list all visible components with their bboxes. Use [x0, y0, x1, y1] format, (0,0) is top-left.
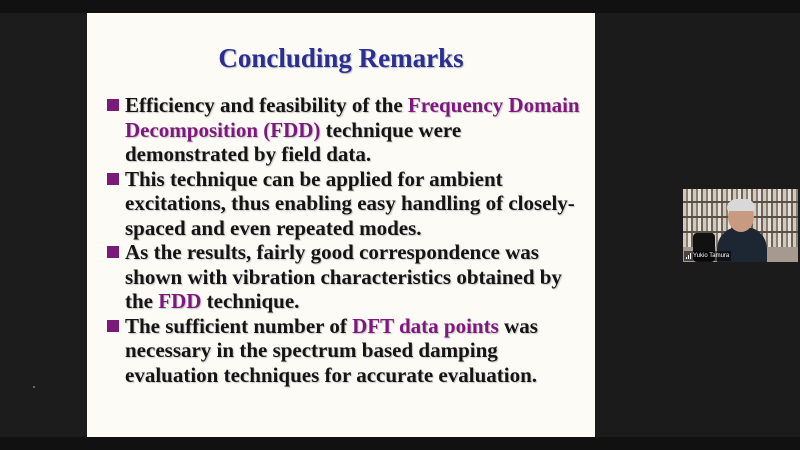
bullet-text — [125, 93, 587, 167]
square-bullet-icon — [107, 99, 119, 111]
participant-name-tag — [684, 251, 731, 261]
bullet-part: As the results, fairly good correspondence was shown with vibration characteristics obtained by the — [125, 240, 562, 313]
bullet-highlight: Frequency Domain Decomposition (FDD) — [125, 93, 580, 142]
bullet-text — [125, 240, 587, 314]
bullet-part: This technique can be applied for ambient excitations, thus enabling easy handling of closely-spaced and even repeated modes. — [125, 166, 575, 240]
bullet-list — [107, 93, 587, 387]
bullet-part: technique were demonstrated by field data. — [125, 117, 462, 166]
participant-name: Yukio Tamura — [693, 253, 730, 259]
square-bullet-icon — [107, 320, 119, 332]
bullet-item — [107, 93, 587, 167]
bullet-part: Efficiency and feasibility of the — [125, 93, 408, 117]
bullet-highlight: DFT data points — [352, 313, 499, 338]
bullet-part: was necessary in the spectrum based damping evaluation techniques for accurate evaluation. — [125, 313, 538, 387]
square-bullet-icon — [107, 246, 119, 258]
meeting-top-bar — [0, 0, 800, 13]
bullet-item — [107, 240, 587, 314]
signal-strength-icon — [686, 253, 691, 259]
square-bullet-icon — [107, 173, 119, 185]
slide-title: Concluding Remarks — [218, 43, 464, 73]
bullet-text — [125, 167, 587, 241]
left-dot — [33, 386, 35, 388]
bullet-part: technique. — [201, 289, 300, 313]
bullet-part: The sufficient number of — [125, 313, 353, 338]
bullet-item — [107, 167, 587, 241]
bullet-highlight: FDD — [158, 289, 202, 313]
bullet-text — [125, 314, 587, 388]
shared-slide — [87, 13, 595, 437]
left-margin — [0, 13, 87, 437]
meeting-bottom-bar — [0, 437, 800, 450]
participant-hair — [727, 199, 755, 211]
bullet-item — [107, 314, 587, 388]
participant-video-tile[interactable] — [683, 189, 798, 262]
